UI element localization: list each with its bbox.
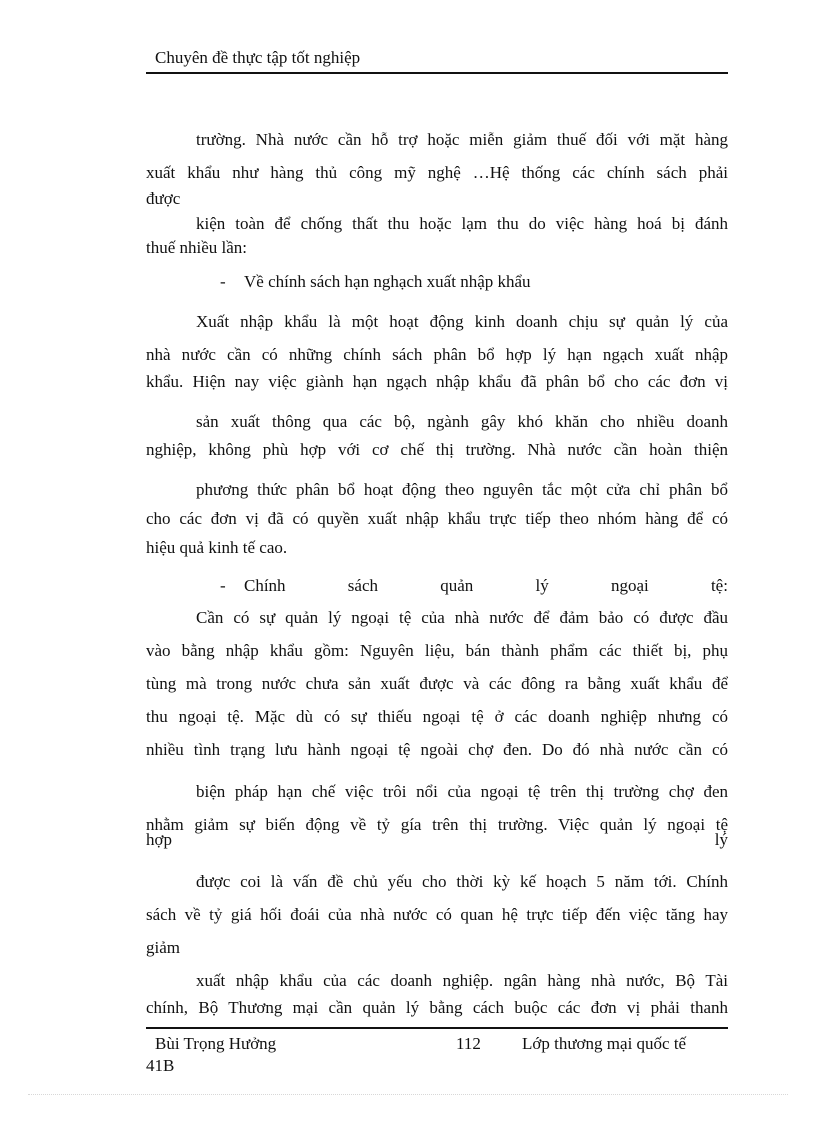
body-line-21: nhằm giảm sự biến động về tỷ gía trên thị trường. Việc quản lý ngoại tệ (146, 815, 728, 834)
body-line-1: trường. Nhà nước cần hỗ trợ hoặc miễn giảm thuế đối với mặt hàng (196, 130, 728, 149)
footer-class-code: 41B (146, 1056, 175, 1075)
header-title: Chuyên đề thực tập tốt nghiệp (155, 48, 361, 67)
bullet-dash: - (220, 272, 226, 291)
body-line-26: chính, Bộ Thương mại cần quản lý bằng cách buộc các đơn vị phải thanh (146, 998, 728, 1017)
body-line-3: được (146, 189, 181, 208)
body-line-22: được coi là vấn đề chủ yếu cho thời kỳ kế hoạch 5 năm tới. Chính (196, 872, 728, 891)
spread-word: Chính (244, 576, 286, 595)
body-line-8: nhà nước cần có những chính sách phân bổ hợp lý hạn ngạch xuất nhập (146, 345, 728, 364)
spread-word: tệ: (710, 576, 728, 595)
body-line-12: phương thức phân bổ hoạt động theo nguyên tắc một cửa chỉ phân bổ (196, 480, 728, 499)
body-line-19: nhiều tình trạng lưu hành ngoại tệ ngoài chợ đen. Do đó nhà nước cần có (146, 740, 728, 759)
spread-word: lý (535, 576, 549, 595)
spread-word: ngoại (610, 576, 649, 595)
body-line-7: Xuất nhập khẩu là một hoạt động kinh doanh chịu sự quản lý của (196, 312, 728, 331)
body-line-25: xuất nhập khẩu của các doanh nghiệp. ngân hàng nhà nước, Bộ Tài (196, 971, 728, 990)
bullet-item-forex (220, 574, 244, 598)
body-line-14: hiệu quả kinh tế cao. (146, 538, 288, 557)
body-line-split (146, 828, 728, 852)
bullet-dash: - (220, 576, 226, 595)
footer-rule (146, 1027, 728, 1029)
header-rule (146, 72, 728, 74)
body-line-10: sản xuất thông qua các bộ, ngành gây khó khăn cho nhiều doanh (196, 412, 728, 431)
body-line-13: cho các đơn vị đã có quyền xuất nhập khẩu trực tiếp theo nhóm hàng để có (146, 509, 728, 528)
footer-class-name: Lớp thương mại quốc tế (522, 1034, 687, 1053)
body-line-5: thuế nhiều lần: (146, 238, 248, 257)
spread-word: sách (347, 576, 378, 595)
footer-page-number: 112 (456, 1034, 481, 1053)
footer-author: Bùi Trọng Hưởng (155, 1034, 277, 1053)
body-line-16: vào bằng nhập khẩu gồm: Nguyên liệu, bán thành phẩm các thiết bị, phụ (146, 641, 728, 660)
body-line-2: xuất khẩu như hàng thủ công mỹ nghệ …Hệ thống các chính sách phải (146, 163, 728, 182)
spread-word: quản (440, 576, 474, 595)
bullet-text-spread (244, 574, 728, 598)
bullet-item-quota (220, 270, 531, 294)
body-line-20: biện pháp hạn chế việc trôi nổi của ngoại tệ trên thị trường chợ đen (196, 782, 728, 801)
body-line-11: nghiệp, không phù hợp với cơ chế thị trường. Nhà nước cần hoàn thiện (146, 440, 728, 459)
body-line-17: tùng mà trong nước chưa sản xuất được và các đông ra bằng xuất khẩu để (146, 674, 728, 693)
body-line-9: khẩu. Hiện nay việc giành hạn ngạch nhập khẩu đã phân bổ cho các đơn vị (146, 372, 728, 391)
bullet-text: Về chính sách hạn nghạch xuất nhập khẩu (244, 272, 531, 291)
bottom-dotted-rule (28, 1094, 788, 1095)
body-line-4: kiện toàn để chống thất thu hoặc lạm thu do việc hàng hoá bị đánh (196, 214, 728, 233)
body-line-18: thu ngoại tệ. Mặc dù có sự thiếu ngoại tệ ở các doanh nghiệp nhưng có (146, 707, 728, 726)
body-line-15: Cần có sự quản lý ngoại tệ của nhà nước để đảm bảo có được đầu (196, 608, 728, 627)
body-line-23: sách về tỷ giá hối đoái của nhà nước có quan hệ trực tiếp đến việc tăng hay (146, 905, 728, 924)
split-word-left: hợp (146, 830, 172, 849)
split-word-right: lý (714, 830, 728, 849)
body-line-24: giảm (146, 938, 180, 957)
